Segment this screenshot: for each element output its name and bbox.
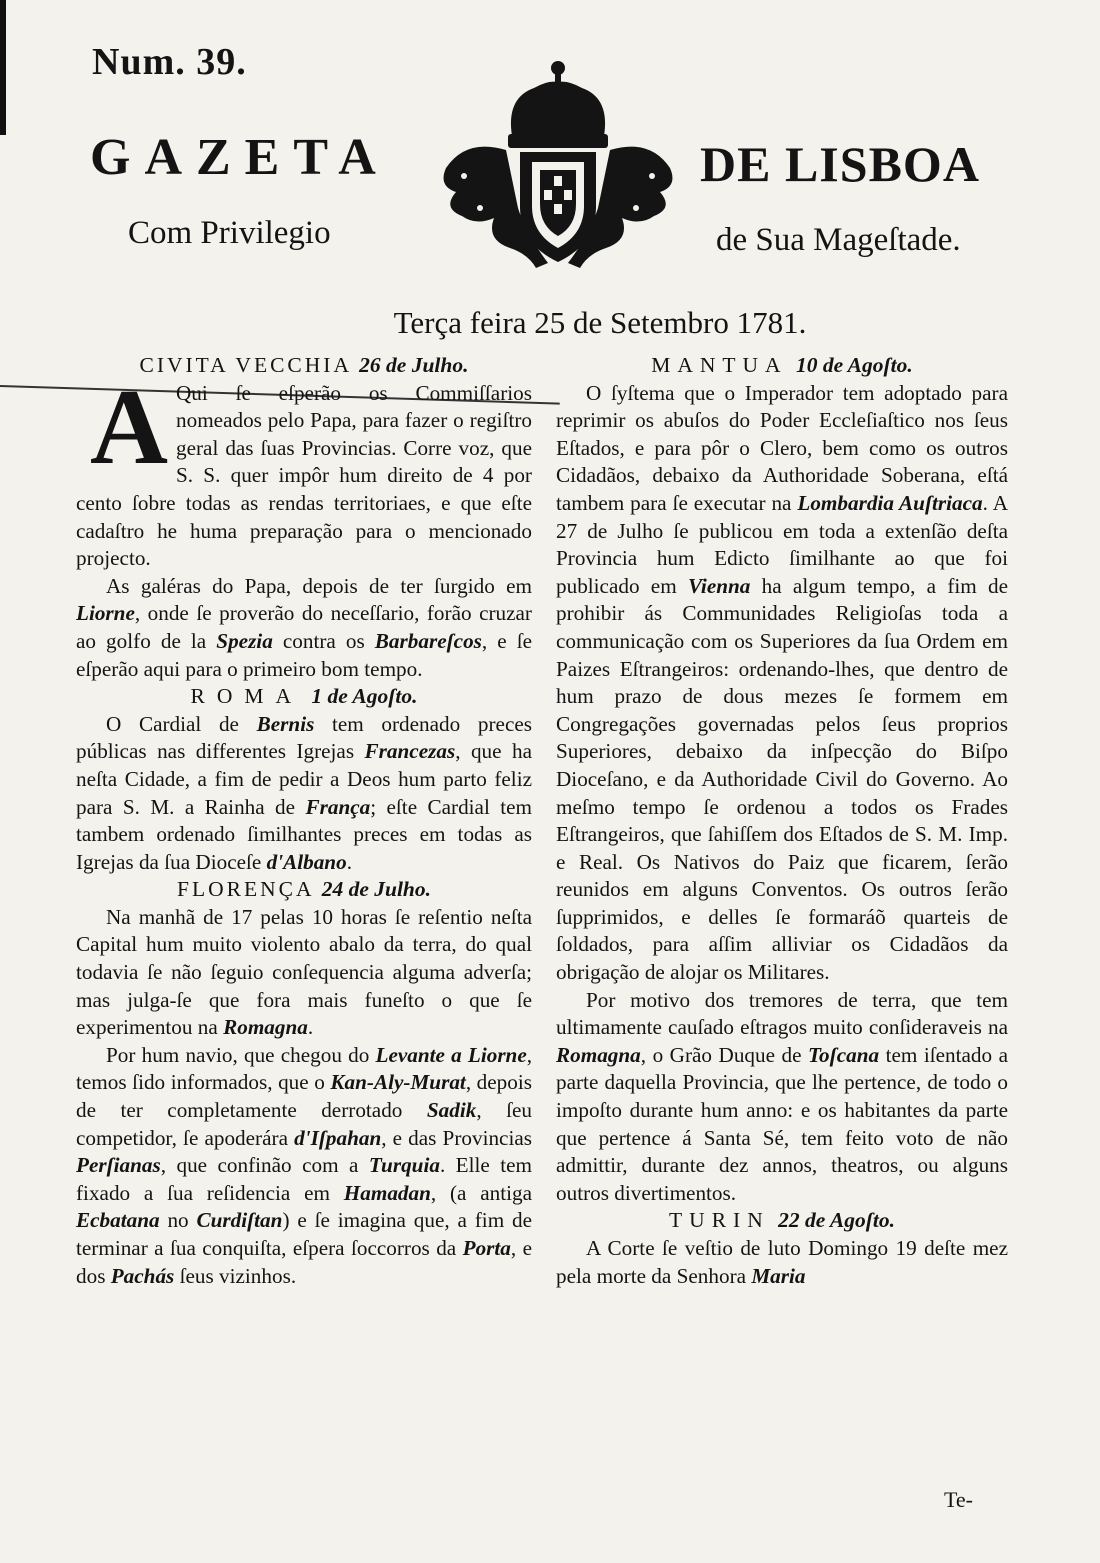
privilege-right: de Sua Mageſtade. [716, 222, 961, 258]
left-column [76, 352, 532, 1290]
dateline-florenca: FLORENÇA 24 de Julho. [177, 877, 431, 902]
dateline-turin: TURIN 22 de Agoſto. [669, 1208, 895, 1233]
dateline-civita-vecchia: CIVITA VECCHIA 26 de Julho. [139, 353, 469, 377]
issue-number: Num. 39. [92, 41, 247, 83]
title-gazeta: GAZETA [90, 129, 390, 186]
privilege-left: Com Privilegio [128, 215, 331, 251]
dateline-roma: ROMA 1 de Agoſto. [190, 684, 418, 709]
dateline-mantua: MANTUA 10 de Agoſto. [651, 353, 913, 377]
article-civita-1: A Qui ſe eſperão os Commiſſarios nomeados pelo Papa, para fazer o regiſtro geral das ſuas Provincias. Corre voz, que S. S. quer impôr hum direito de 4 por cento ſobre todas as rendas territoriaes, e que eſte cadaſtro he huma preparação para o mencionado projecto. [76, 367, 532, 571]
catchword: Te- [944, 1487, 973, 1512]
right-column [556, 352, 1008, 1290]
royal-coat-of-arms-icon [436, 58, 680, 276]
article-florenca-1: Na manhã de 17 pelas 10 horas ſe reſentio neſta Capital hum muito violento abalo da terra, do qual todavia ſe não ſeguio conſequencia alguma adverſa; mas julga-ſe que fora mais funeſto o que ſe experimentou na Romagna. [76, 904, 532, 1040]
title-de-lisboa: DE LISBOA [700, 136, 980, 192]
drop-cap: A [90, 367, 168, 487]
article-turin: A Corte ſe veſtio de luto Domingo 19 deſte mez pela morte da Senhora Maria [556, 1236, 1008, 1288]
issue-date: Terça feira 25 de Setembro 1781. [393, 305, 807, 340]
article-mantua-2: Por motivo dos tremores de terra, que tem ultimamente cauſado eſtragos muito conſideraveis na Romagna, o Grão Duque de Toſcana tem iſentado a parte daquella Provincia, que lhe pertence, de todo o impoſto durante hum anno: e os habitantes da parte que pertence á Santa Sé, tem feito voto de não admittir, durante dez annos, theatros, ou alguns outros divertimentos. [556, 987, 1009, 1205]
article-civita-2: As galéras do Papa, depois de ter ſurgido em Liorne, onde ſe proverão do neceſſario, forão cruzar ao golfo de la Spezia contra os Barbareſcos, e ſe eſperão aqui para o primeiro bom tempo. [76, 573, 533, 681]
article-mantua-1: O ſyſtema que o Imperador tem adoptado para reprimir os abuſos do Poder Eccleſiaſtico nos ſeus Eſtados, e para pôr o Clero, bem como os outros Cidadãos, debaixo da Authoridade Soberana, eſtá tambem para ſe executar na Lombardia Auſtriaca. A 27 de Julho ſe publicou em toda a extenſão deſta Provincia hum Edicto ſimilhante ao que foi publicado em Vienna ha algum tempo, a fim de prohibir ás Communidades Religioſas toda a communicação com os Superiores da ſua Ordem em Paizes Eſtrangeiros: ordenando-lhes, que dentro de hum prazo de dous mezes ſe formem em Congregações governadas pelos ſeus proprios Superiores, debaixo da inſpecção do Biſpo Dioceſano, e da Authoridade Civil do Governo. Ao meſmo tempo ſe ordenou a todos os Frades Eſtrangeiros, que ſahiſſem dos Eſtados de S. M. Imp. e Real. Os Nativos do Paiz que ficarem, ſerão reunidos em alguns Conventos. Os outros ſerão ſupprimidos, e delles ſe formaráõ quarteis de ſoldados, para aſſim alliviar os Cidadãos da obrigação de alojar os Militares. [556, 380, 1009, 985]
article-roma: O Cardial de Bernis tem ordenado preces públicas nas differentes Igrejas Francezas, que ha neſta Cidade, a fim de pedir a Deos hum parto feliz para S. M. a Rainha de França; eſte Cardial tem tambem ordenado ſimilhantes preces em todas as Igrejas da ſua Dioceſe d'Albano. [76, 711, 533, 874]
article-florenca-2: Por hum navio, que chegou do Levante a Liorne, temos ſido informados, que o Kan-Aly-Murat, depois de ter completamente derrotado Sadik, ſeu competidor, ſe apoderára d'Iſpahan, e das Provincias Perſianas, que confinão com a Turquia. Elle tem fixado a ſua reſidencia em Hamadan, (a antiga Ecbatana no Curdiſtan) e ſe imagina que, a fim de terminar a ſua conquiſta, eſpera ſoccorros da Porta, e dos Pachás ſeus vizinhos. [76, 1042, 533, 1288]
margin-rule [0, 0, 6, 135]
